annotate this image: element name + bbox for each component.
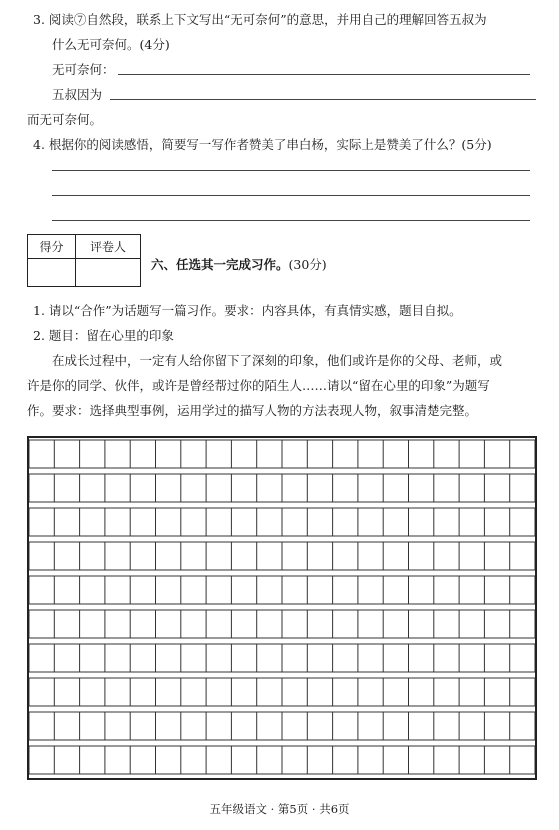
- section6-para3: 作。要求：选择典型事例，运用学过的描写人物的方法表现人物，叙事清楚完整。: [27, 403, 478, 418]
- section6-para1: 在成长过程中，一定有人给你留下了深刻的印象，他们或许是你的父母、老师，或: [52, 353, 503, 368]
- q3-line2: 什么无可奈何。(4分): [52, 37, 170, 52]
- q4-answer-line-2[interactable]: [52, 195, 530, 196]
- q3-answer-line-1[interactable]: [118, 74, 530, 75]
- section6-item2: 2. 题目：留在心里的印象: [33, 328, 174, 343]
- section6-para2: 许是你的同学、伙伴，或许是曾经帮过你的陌生人……请以“留在心里的印象”为题写: [27, 378, 490, 393]
- section6-title: 六、任选其一完成习作。: [151, 257, 289, 272]
- writing-grid-lines: [29, 438, 535, 778]
- q3-blank1-label: 无可奈何：: [52, 62, 115, 77]
- grader-cell[interactable]: [76, 259, 141, 287]
- q4-answer-line-1[interactable]: [52, 170, 530, 171]
- section6-item1: 1. 请以“合作”为话题写一篇习作。要求：内容具体，有真情实感，题目自拟。: [33, 303, 462, 318]
- q4-line1: 4. 根据你的阅读感悟，简要写一写作者赞美了串白杨，实际上是赞美了什么？(5分): [33, 137, 492, 152]
- q4-answer-line-3[interactable]: [52, 220, 530, 221]
- page-footer: 五年级语文 · 第5页 · 共6页: [209, 802, 350, 816]
- q3-blank2-label: 五叔因为: [52, 87, 103, 102]
- score-header: 得分: [28, 235, 76, 259]
- score-cell[interactable]: [28, 259, 76, 287]
- section6-points: (30分): [288, 257, 327, 272]
- grader-header: 评卷人: [76, 235, 141, 259]
- q3-line5: 而无可奈何。: [27, 112, 103, 127]
- writing-grid[interactable]: [27, 436, 537, 780]
- section6-heading: [151, 256, 327, 274]
- q3-line1: 3. 阅读⑦自然段，联系上下文写出“无可奈何”的意思，并用自己的理解回答五叔为: [33, 12, 487, 27]
- score-table: [27, 234, 141, 287]
- q3-answer-line-2[interactable]: [110, 99, 536, 100]
